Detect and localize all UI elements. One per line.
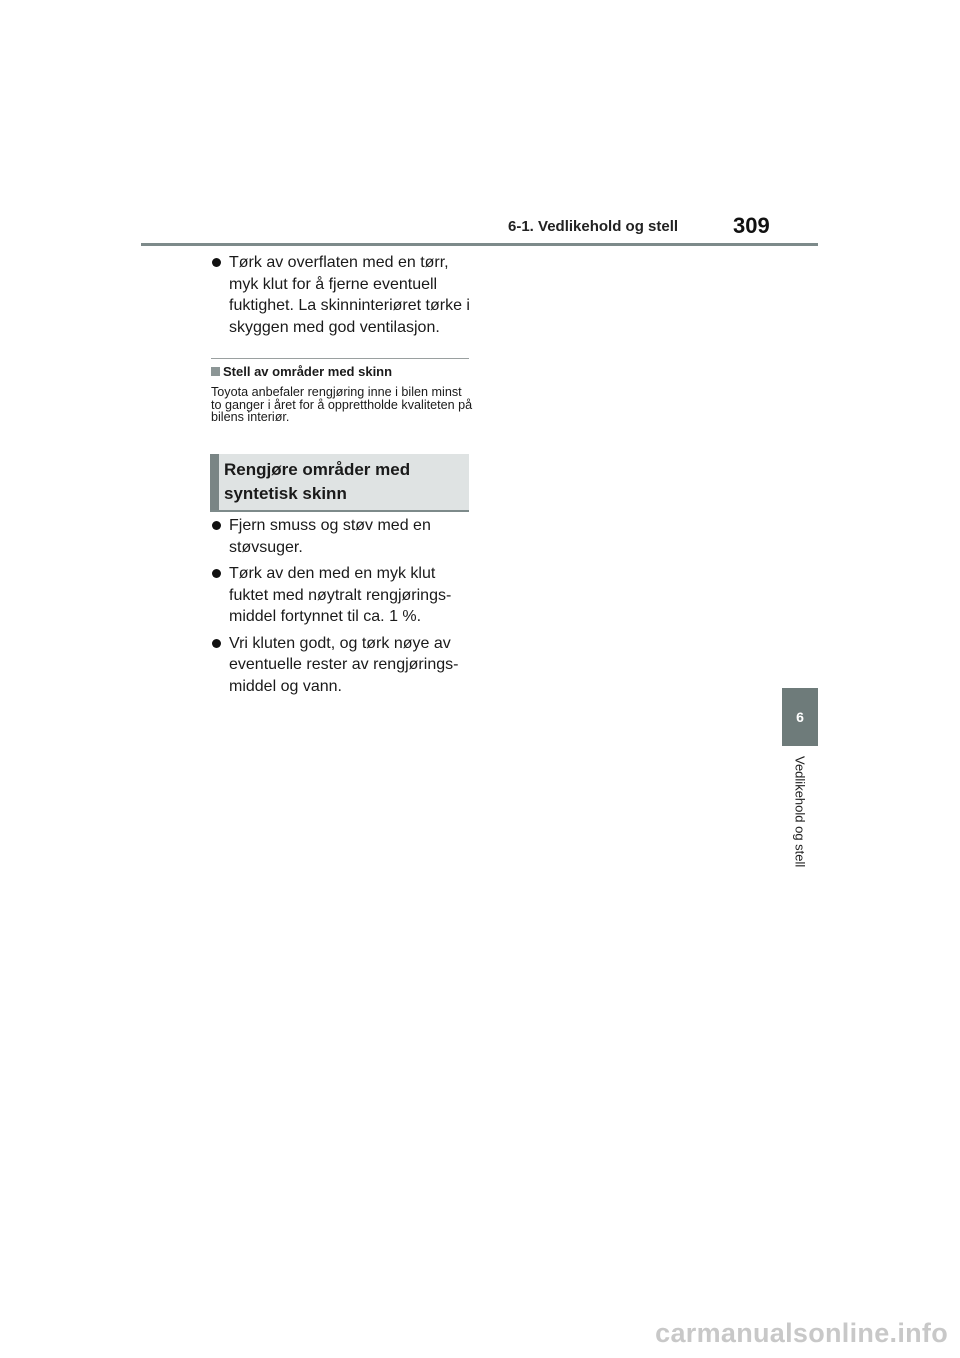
list-item [211, 515, 473, 558]
bullet-dot-icon [212, 258, 221, 267]
bullet-list-top [211, 252, 473, 343]
info-heading-text: Stell av områder med skinn [223, 364, 393, 379]
chapter-tab: 6 [782, 688, 818, 746]
section-accent-bar [210, 454, 219, 510]
list-item [211, 563, 473, 628]
bullet-list-bottom [211, 515, 473, 702]
watermark: carmanualsonline.info [655, 1318, 948, 1348]
bullet-dot-icon [212, 569, 221, 578]
list-item [211, 633, 473, 698]
info-body: Toyota anbefaler rengjøring inne i bilen minst to ganger i året for å opprettholde kvaliteten på bilens interiør. [211, 385, 473, 424]
list-item-text: Tørk av den med en myk klut fuktet med nøytralt rengjørings-middel fortynnet til ca. 1 %. [229, 565, 452, 625]
section-title: Rengjøre områder med syntetisk skinn [224, 460, 411, 503]
bullet-dot-icon [212, 521, 221, 530]
info-heading [211, 364, 392, 379]
header-divider [141, 243, 818, 246]
list-item [211, 252, 473, 338]
chapter-section-title: 6-1. Vedlikehold og stell [508, 218, 679, 235]
list-item-text: Tørk av overflaten med en tørr, myk klut for å fjerne eventuell fuktighet. La skinninteriøret tørke i skyggen med god ventilasjon. [229, 254, 470, 336]
section-heading-box [210, 454, 469, 512]
list-item-text: Fjern smuss og støv med en støvsuger. [229, 517, 431, 556]
list-item-text: Vri kluten godt, og tørk nøye av eventuelle rester av rengjørings-middel og vann. [229, 634, 459, 695]
chapter-tab-label: Vedlikehold og stell [792, 756, 808, 868]
info-divider [211, 358, 469, 359]
square-bullet-icon [211, 367, 220, 376]
page-number: 309 [733, 213, 770, 238]
bullet-dot-icon [212, 639, 221, 648]
